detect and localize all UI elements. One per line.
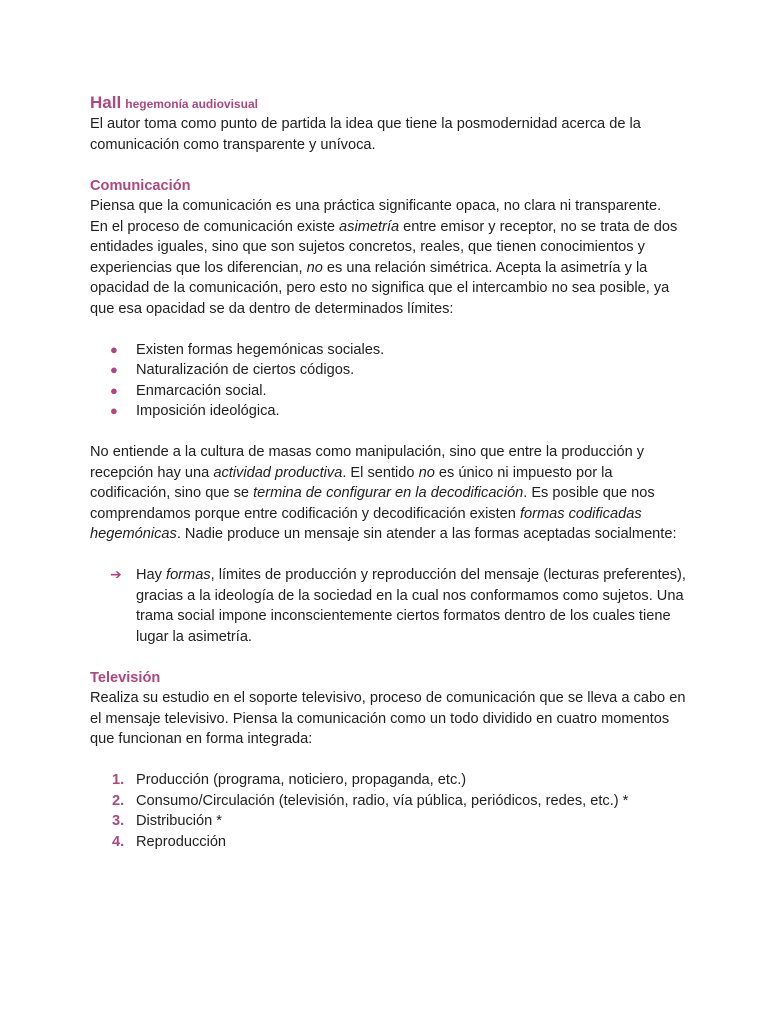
text-run: , límites de producción y reproducción del mensaje (lecturas preferentes), gracias a la ideología de la sociedad en la cual nos conformamos como sujetos. Una trama social impone inconscientemente ciertos formatos dentro de los cuales tiene lugar la asimetría. xyxy=(136,567,686,645)
bullet-list xyxy=(90,340,690,422)
list-item-text: Naturalización de ciertos códigos. xyxy=(136,362,355,378)
list-number: 1. xyxy=(112,772,125,788)
comunicacion-paragraph-3 xyxy=(90,442,690,545)
list-item-text: Existen formas hegemónicas sociales. xyxy=(136,341,385,358)
list-item xyxy=(90,811,690,832)
emphasis-text: formas xyxy=(166,567,211,583)
section-heading-comunicacion: Comunicación xyxy=(90,177,191,194)
emphasis-text: asimetría xyxy=(339,218,400,235)
numbered-list xyxy=(90,770,690,852)
list-number: 3. xyxy=(112,813,125,829)
arrow-right-icon: ➔ xyxy=(110,567,122,583)
text-run: es único ni impuesto por la codificación, sino que se xyxy=(90,464,613,501)
text-run: . Nadie produce un mensaje sin atender a las formas aceptadas socialmente: xyxy=(176,526,677,542)
spacer xyxy=(90,647,690,668)
list-item xyxy=(90,401,690,422)
list-item-text: Distribución * xyxy=(136,813,222,829)
text-run: . El sentido xyxy=(342,464,419,481)
list-item-text: Enmarcación social. xyxy=(136,382,267,399)
list-item-text: Imposición ideológica. xyxy=(136,403,280,419)
list-item-text: Consumo/Circulación (televisión, radio, vía pública, periódicos, redes, etc.) * xyxy=(136,792,629,809)
list-item xyxy=(90,770,690,791)
list-item-text: Producción (programa, noticiero, propaganda, etc.) xyxy=(136,772,467,788)
arrow-list xyxy=(90,565,690,647)
list-number: 4. xyxy=(112,833,125,850)
title-author: Hall xyxy=(90,93,122,112)
list-item-text: Reproducción xyxy=(136,833,227,850)
spacer xyxy=(90,422,690,443)
text-run: No entiende a la cultura de masas como manipulación, sino que entre la producción y recepción hay una xyxy=(90,444,645,481)
comunicacion-paragraph-2 xyxy=(90,217,690,320)
comunicacion-paragraph-1: Piensa que la comunicación es una práctica significante opaca, no clara ni transparente. xyxy=(90,198,662,214)
document-page xyxy=(90,92,690,852)
list-item xyxy=(90,381,690,402)
bullet-icon: ● xyxy=(110,341,118,357)
list-item xyxy=(90,340,690,361)
text-run: . Es posible que nos comprendamos porque entre codificación y decodificación existen xyxy=(90,485,655,522)
list-item xyxy=(90,565,690,647)
spacer xyxy=(90,155,690,176)
television-paragraph-1: Realiza su estudio en el soporte televisivo, proceso de comunicación que se lleva a cabo en el mensaje televisivo. Piensa la comunicación como un todo dividido en cuatro momentos que funcionan en forma integrada: xyxy=(90,690,686,747)
spacer xyxy=(90,545,690,566)
list-number: 2. xyxy=(112,792,125,809)
emphasis-text: formas codificadas hegemónicas xyxy=(90,505,642,542)
text-run: entre emisor y receptor, no se trata de dos entidades iguales, sino que son sujetos concretos, reales, que tienen conocimientos y experiencias que los diferencian, xyxy=(90,218,678,276)
spacer xyxy=(90,750,690,771)
document-title xyxy=(90,92,690,114)
bullet-icon: ● xyxy=(110,362,118,377)
emphasis-text: no xyxy=(418,464,435,481)
text-run: Hay xyxy=(136,567,167,583)
text-run: En el proceso de comunicación existe xyxy=(90,218,340,235)
list-item xyxy=(90,791,690,812)
section-heading-television: Televisión xyxy=(90,669,161,686)
emphasis-text: no xyxy=(306,259,323,276)
list-item xyxy=(90,360,690,381)
list-item xyxy=(90,832,690,853)
intro-paragraph: El autor toma como punto de partida la idea que tiene la posmodernidad acerca de la comunicación como transparente y unívoca. xyxy=(90,116,641,153)
bullet-icon: ● xyxy=(110,403,118,418)
title-subtitle: hegemonía audiovisual xyxy=(125,97,258,111)
text-run: es una relación simétrica. Acepta la asimetría y la opacidad de la comunicación, pero esto no significa que el intercambio no sea posible, ya que esa opacidad se da dentro de determinados límites: xyxy=(90,259,670,317)
emphasis-text: actividad productiva xyxy=(213,464,343,481)
bullet-icon: ● xyxy=(110,382,118,398)
emphasis-text: termina de configurar en la decodificación xyxy=(253,485,524,501)
spacer xyxy=(90,319,690,340)
